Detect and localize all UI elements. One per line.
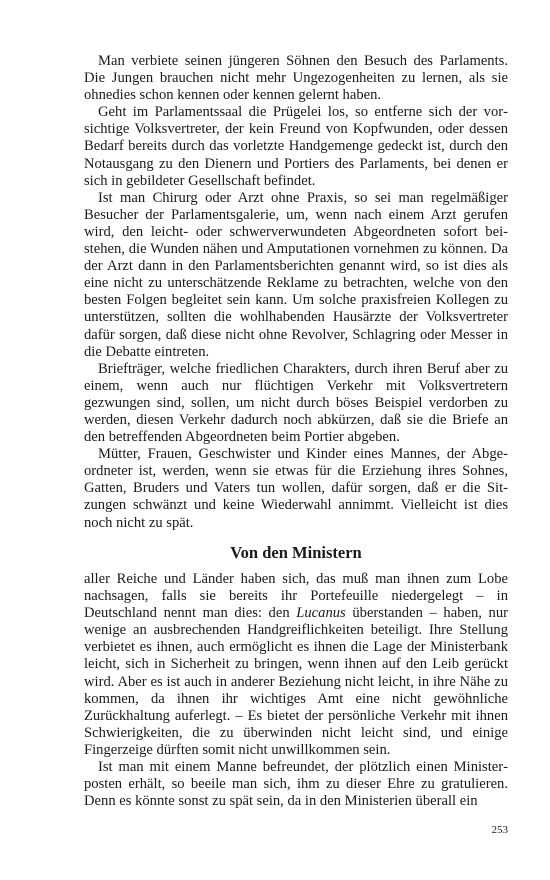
paragraph-brawl: Geht im Parlamentssaal die Prügelei los, so entferne sich der vorsichtige Volksvertreter, der kein Freund von Kopfwunden, oder dessen Bedarf bereits durch das vorletzte Handgemenge gedeckt ist, durch den Notausgang zu den Dienern und Portiers des Parlaments, bei denen er sich in gebildeter Gesellschaft befindet. [84, 104, 508, 189]
paragraph-mail-carrier: Briefträger, welche friedlichen Charakters, durch ihren Beruf aber zu einem, wenn auch nur flüchtigen Verkehr mit Volksvertretern gezwungen sind, sollen, um nicht durch böses Beispiel verdorben zu werden, diesen Verkehr dadurch noch abkürzen, daß sie die Briefe an den betreffenden Abgeordneten beim Portier abgeben. [84, 360, 508, 446]
paragraph-ministers-intro [84, 571, 508, 759]
paragraph-surgeon: Ist man Chirurg oder Arzt ohne Praxis, so sei man regelmäßiger Besucher der Parlamentsgalerie, um, wenn nach einem Arzt gerufen wird, den leicht- oder schwerverwundeten Abgeordneten sofort beistehen, die Wunden nähen und Amputationen vornehmen zu können. Da der Arzt dann in den Parlamentsberichten genannt wird, so ist dies als eine nicht zu unterschätzende Reklame zu betrachten, welche von den besten Folgen begleitet sein kann. Um solche praxisfreien Kollegen zu unterstützen, sollten die wohlhabenden Hausärzte der Volksvertreter dafür sorgen, daß diese nicht ohne Revolver, Schlagring oder Messer in die Debatte eintreten. [84, 189, 508, 360]
paragraph-family: Mütter, Frauen, Geschwister und Kinder eines Mannes, der Abgeordneter ist, werden, wenn sie etwas für die Erziehung ihres Sohnes, Gatten, Bruders und Vaters tun wollen, dafür sorgen, daß er die Sitzungen schwänzt und keine Wiederwahl annimmt. Vielleicht ist dies noch nicht zu spät. [84, 446, 508, 531]
page-number: 253 [491, 824, 508, 836]
body-text-top [84, 53, 508, 532]
italic-term: Lucanus [296, 605, 346, 622]
intro-text-end: überstanden – haben, nur wenige an ausbrechenden Handgreiflichkeiten beteiligt. Ihre Stellung verbietet es ihnen, auch ermöglicht es ihnen die Lage der Ministerbank leicht, sich in Sicherheit zu bringen, wenn ihnen auf den Leib gerückt wird. Aber es ist auch in anderer Beziehung nicht leicht, in ihre Nähe zu kommen, da ihnen ihr wichtiges Amt eine nicht gewöhnliche Zurückhaltung auferlegt. – Es bietet der persönliche Verkehr mit ihnen Schwierigkeiten, die zu überwinden nicht leicht sind, und einige Fingerzeige dürften somit nicht unwillkommen sein. [84, 605, 508, 758]
intro-text-start: aller Reiche und Länder haben sich, das muß man ihnen zum Lobe nachsagen, falls sie bereits ihr Portefeuille niedergelegt – in Deutschland nennt man dies: den [84, 571, 508, 622]
body-text-bottom [84, 571, 508, 810]
paragraph-sons: Man verbiete seinen jüngeren Söhnen den Besuch des Parlaments. Die Jungen brauchen nicht mehr Ungezogenheiten zu lernen, als sie ohnedies schon kennen oder kennen gelernt haben. [84, 53, 508, 104]
section-heading: Von den Ministern [230, 543, 362, 562]
paragraph-minister-friend: Ist man mit einem Manne befreundet, der plötzlich einen Ministerposten erhält, so beeile man sich, ihm zu dieser Ehre zu gratulieren. Denn es könnte sonst zu spät sein, da in den Ministerien überall ein [84, 759, 508, 810]
